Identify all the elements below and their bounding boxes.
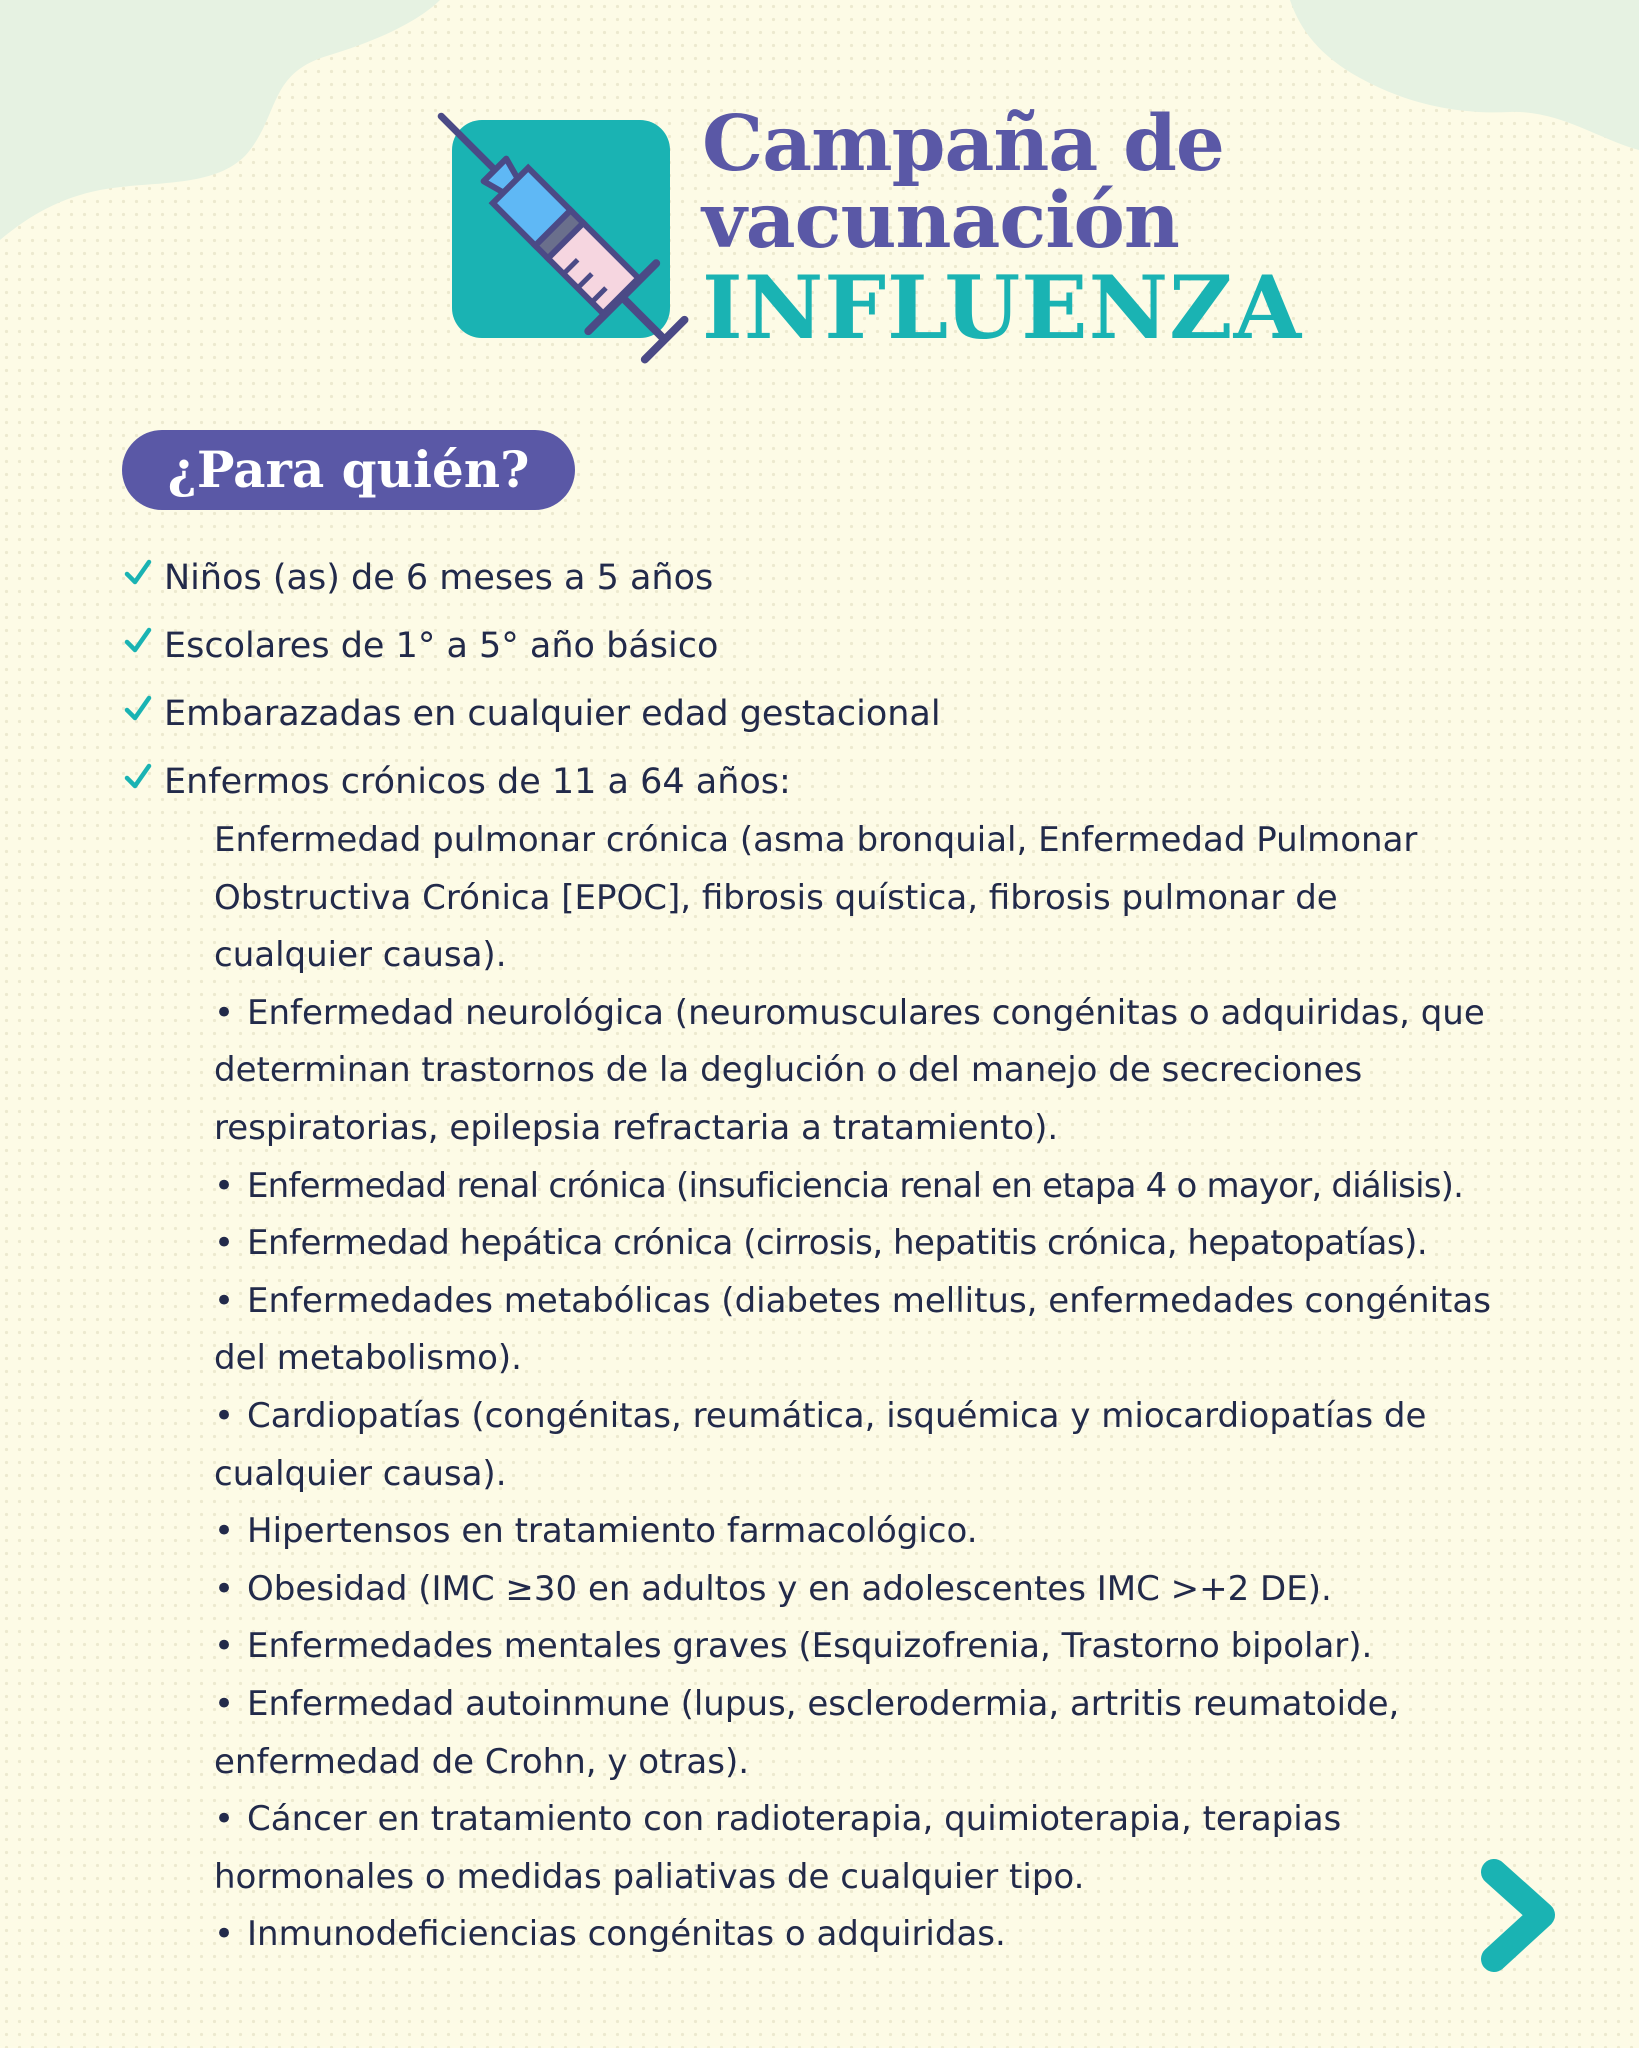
condition-text: Enfermedades metabólicas (diabetes mellitus, enfermedades congénitas del metabolismo). [214,1280,1491,1379]
bullet: • [214,1914,235,1955]
list-item [214,1906,1504,1964]
bullet: • [214,1683,235,1724]
list-item [214,1791,1504,1906]
section-heading-pill: ¿Para quién? [122,430,575,510]
list-item [214,812,1504,985]
title-line-1: Campaña de [702,99,1224,189]
target-group-label: Niños (as) de 6 meses a 5 años [164,558,714,598]
list-item [214,1676,1504,1791]
list-item [214,1273,1504,1388]
condition-text: Inmunodeficiencias congénitas o adquiridas. [247,1914,1006,1955]
check-icon [124,758,152,794]
condition-text: Enfermedad autoinmune (lupus, esclerodermia, artritis reumatoide, enfermedad de Crohn, y otras). [214,1683,1400,1782]
list-item [214,1561,1504,1619]
check-icon [124,554,152,590]
check-icon [124,690,152,726]
list-item [120,686,941,754]
list-item [214,1158,1504,1216]
syringe-icon [420,95,700,375]
list-item [214,1215,1504,1273]
bullet: • [214,992,235,1033]
condition-text: Enfermedad hepática crónica (cirrosis, hepatitis crónica, hepatopatías). [247,1223,1428,1264]
check-icon [124,622,152,658]
list-item [120,618,941,686]
corner-blob-top-right [1280,0,1639,150]
title-line-3: INFLUENZA [702,256,1303,359]
target-group-label: Embarazadas en cualquier edad gestacional [164,694,941,734]
target-group-label: Escolares de 1° a 5° año básico [164,626,719,666]
bullet: • [214,1799,235,1840]
target-group-list [120,550,941,822]
chronic-conditions-list [214,812,1504,1964]
condition-text: Obesidad (IMC ≥30 en adultos y en adolescentes IMC >+2 DE). [247,1568,1332,1609]
title-line-2: vacunación [702,176,1179,266]
condition-text: Hipertensos en tratamiento farmacológico. [247,1511,978,1552]
condition-text: Cáncer en tratamiento con radioterapia, quimioterapia, terapias hormonales o medidas paliativas de cualquier tipo. [214,1799,1342,1897]
bullet: • [214,1223,235,1264]
condition-text: Enfermedad pulmonar crónica (asma bronquial, Enfermedad Pulmonar Obstructiva Crónica [EPOC], fibrosis quística, fibrosis pulmonar de cualquier causa). [214,820,1418,976]
bullet: • [214,1568,235,1609]
bullet: • [214,1511,235,1552]
list-item [214,985,1504,1158]
bullet: • [214,1280,235,1321]
list-item [214,1503,1504,1561]
campaign-title [702,99,1303,359]
condition-text: Enfermedad renal crónica (insuficiencia renal en etapa 4 o mayor, diálisis). [247,1165,1464,1206]
target-group-label: Enfermos crónicos de 11 a 64 años: [164,762,791,802]
bullet: • [214,1165,235,1206]
list-item [120,550,941,618]
chevron-right-icon[interactable] [1480,1858,1560,1973]
condition-text: Enfermedad neurológica (neuromusculares congénitas o adquiridas, que determinan trastornos de la deglución o del manejo de secreciones respiratorias, epilepsia refractaria a tratamiento). [214,992,1485,1148]
condition-text: Enfermedades mentales graves (Esquizofrenia, Trastorno bipolar). [247,1626,1373,1667]
list-item [214,1618,1504,1676]
list-item [214,1388,1504,1503]
bullet: • [214,1626,235,1667]
bullet: • [214,1395,235,1436]
corner-blob-top-left [0,0,460,240]
condition-text: Cardiopatías (congénitas, reumática, isquémica y miocardiopatías de cualquier causa). [214,1395,1427,1494]
